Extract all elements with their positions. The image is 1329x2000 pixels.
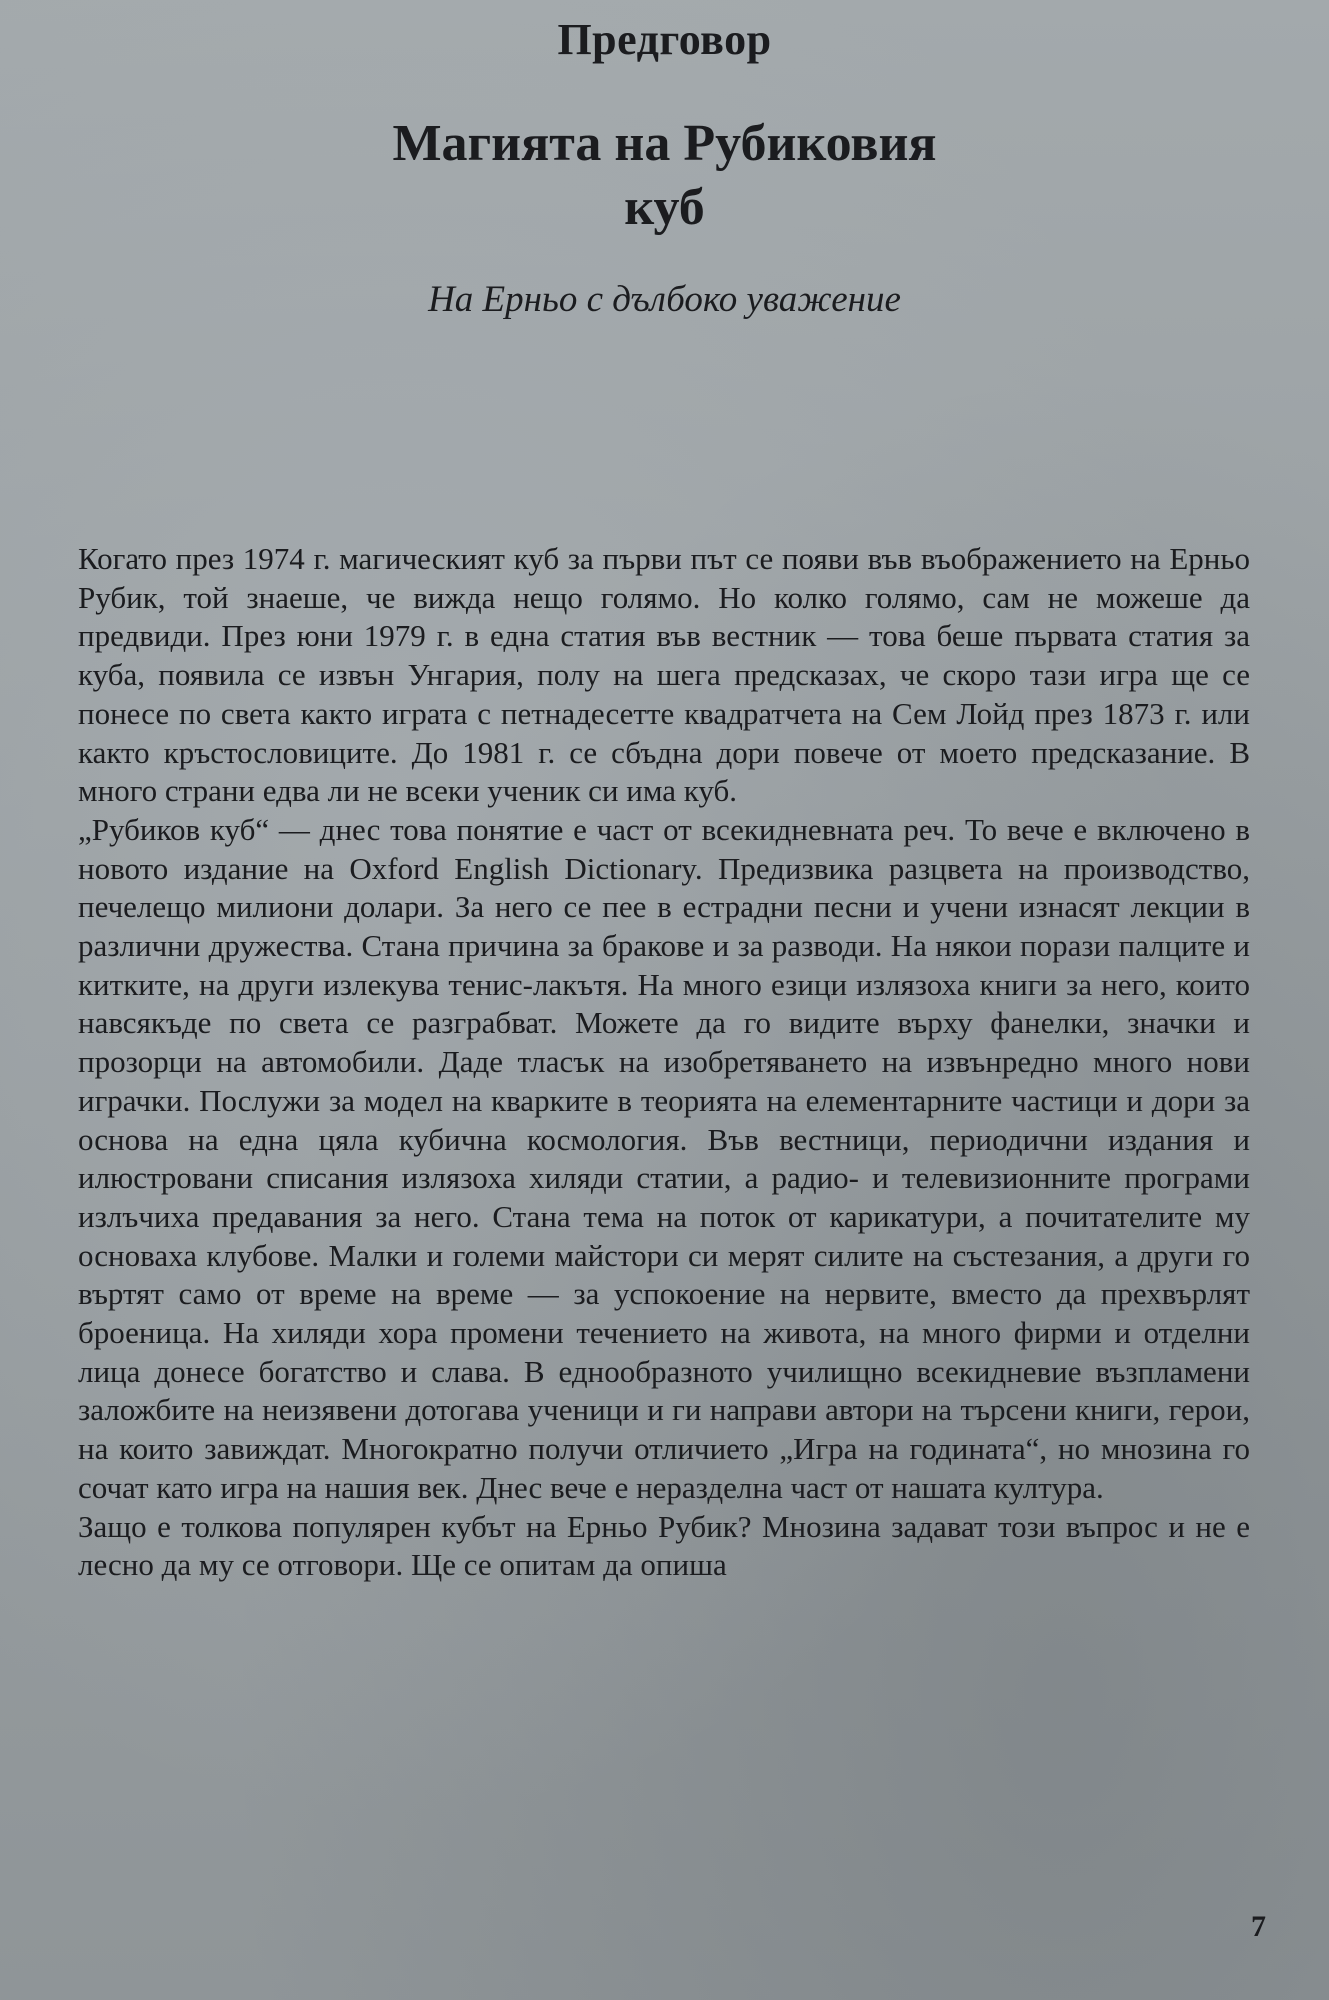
section-kicker: Предговор (557, 15, 772, 64)
chapter-title-line-2: куб (624, 179, 705, 236)
paragraph-2: „Рубиков куб“ — днес това понятие е част от всекидневната реч. То вече е включено в новото издание на Oxford English Dictionary. Предизвика разцвета на производство, печелещо милиони долари. За него се пее в естрадни песни и учени изнасят лекции в различни дружества. Стана причина за бракове и за разводи. На някои порази палците и китките, на други излекува тенис-лакътя. На много езици излязоха книги за него, които навсякъде по света се разграбват. Можете да го видите върху фанелки, значки и прозорци на автомобили. Даде тласък на изобретяването на извънредно много нови играчки. Послужи за модел на кварките в теорията на елементарните частици и дори за основа на една цяла кубична космология. Във вестници, периодични издания и илюстровани списания излязоха хиляди статии, а радио- и телевизионните програми излъчиха предавания за него. Стана тема на поток от карикатури, а почитателите му основаха клубове. Малки и големи майстори си мерят силите на състезания, а други го въртят само от време на време — за успокоение на нервите, вместо да прехвърлят броеница. На хиляди хора промени течението на живота, на много фирми и отделни лица донесе богатство и слава. В еднообразното училищно всекидневие възпламени заложбите на неизявени дотогава ученици и ги направи автори на търсени книги, герои, на които завиждат. Многократно получи отличието „Игра на годината“, но мнозина го сочат като игра на нашия век. Днес вече е неразделна част от нашата култура. (78, 811, 1250, 1505)
body-text (78, 540, 1250, 1585)
dedication: На Ерньо с дълбоко уважение (428, 279, 901, 320)
page-number: 7 (1251, 1910, 1266, 1943)
paragraph-1: Когато през 1974 г. магическият куб за първи път се появи във въображението на Ерньо Рубик, той знаеше, че вижда нещо голямо. Но колко голямо, сам не можеше да предвиди. През юни 1979 г. в една статия във вестник — това беше първата статия за куба, появила се извън Унгария, полу на шега предсказах, че скоро тази игра ще се понесе по света както играта с петнадесетте квадратчета на Сем Лойд през 1873 г. или както кръстословиците. До 1981 г. се сбъдна дори повече от моето предсказание. В много страни едва ли не всеки ученик си има куб. (78, 541, 1250, 809)
chapter-title-line-1: Магията на Рубиковия (392, 115, 937, 172)
paragraph-3: Защо е толкова популярен кубът на Ерньо Рубик? Мнозина задават този въпрос и не е лесно да му се отговори. Ще се опитам да опиша (78, 1508, 1250, 1583)
chapter-title (0, 112, 1329, 240)
